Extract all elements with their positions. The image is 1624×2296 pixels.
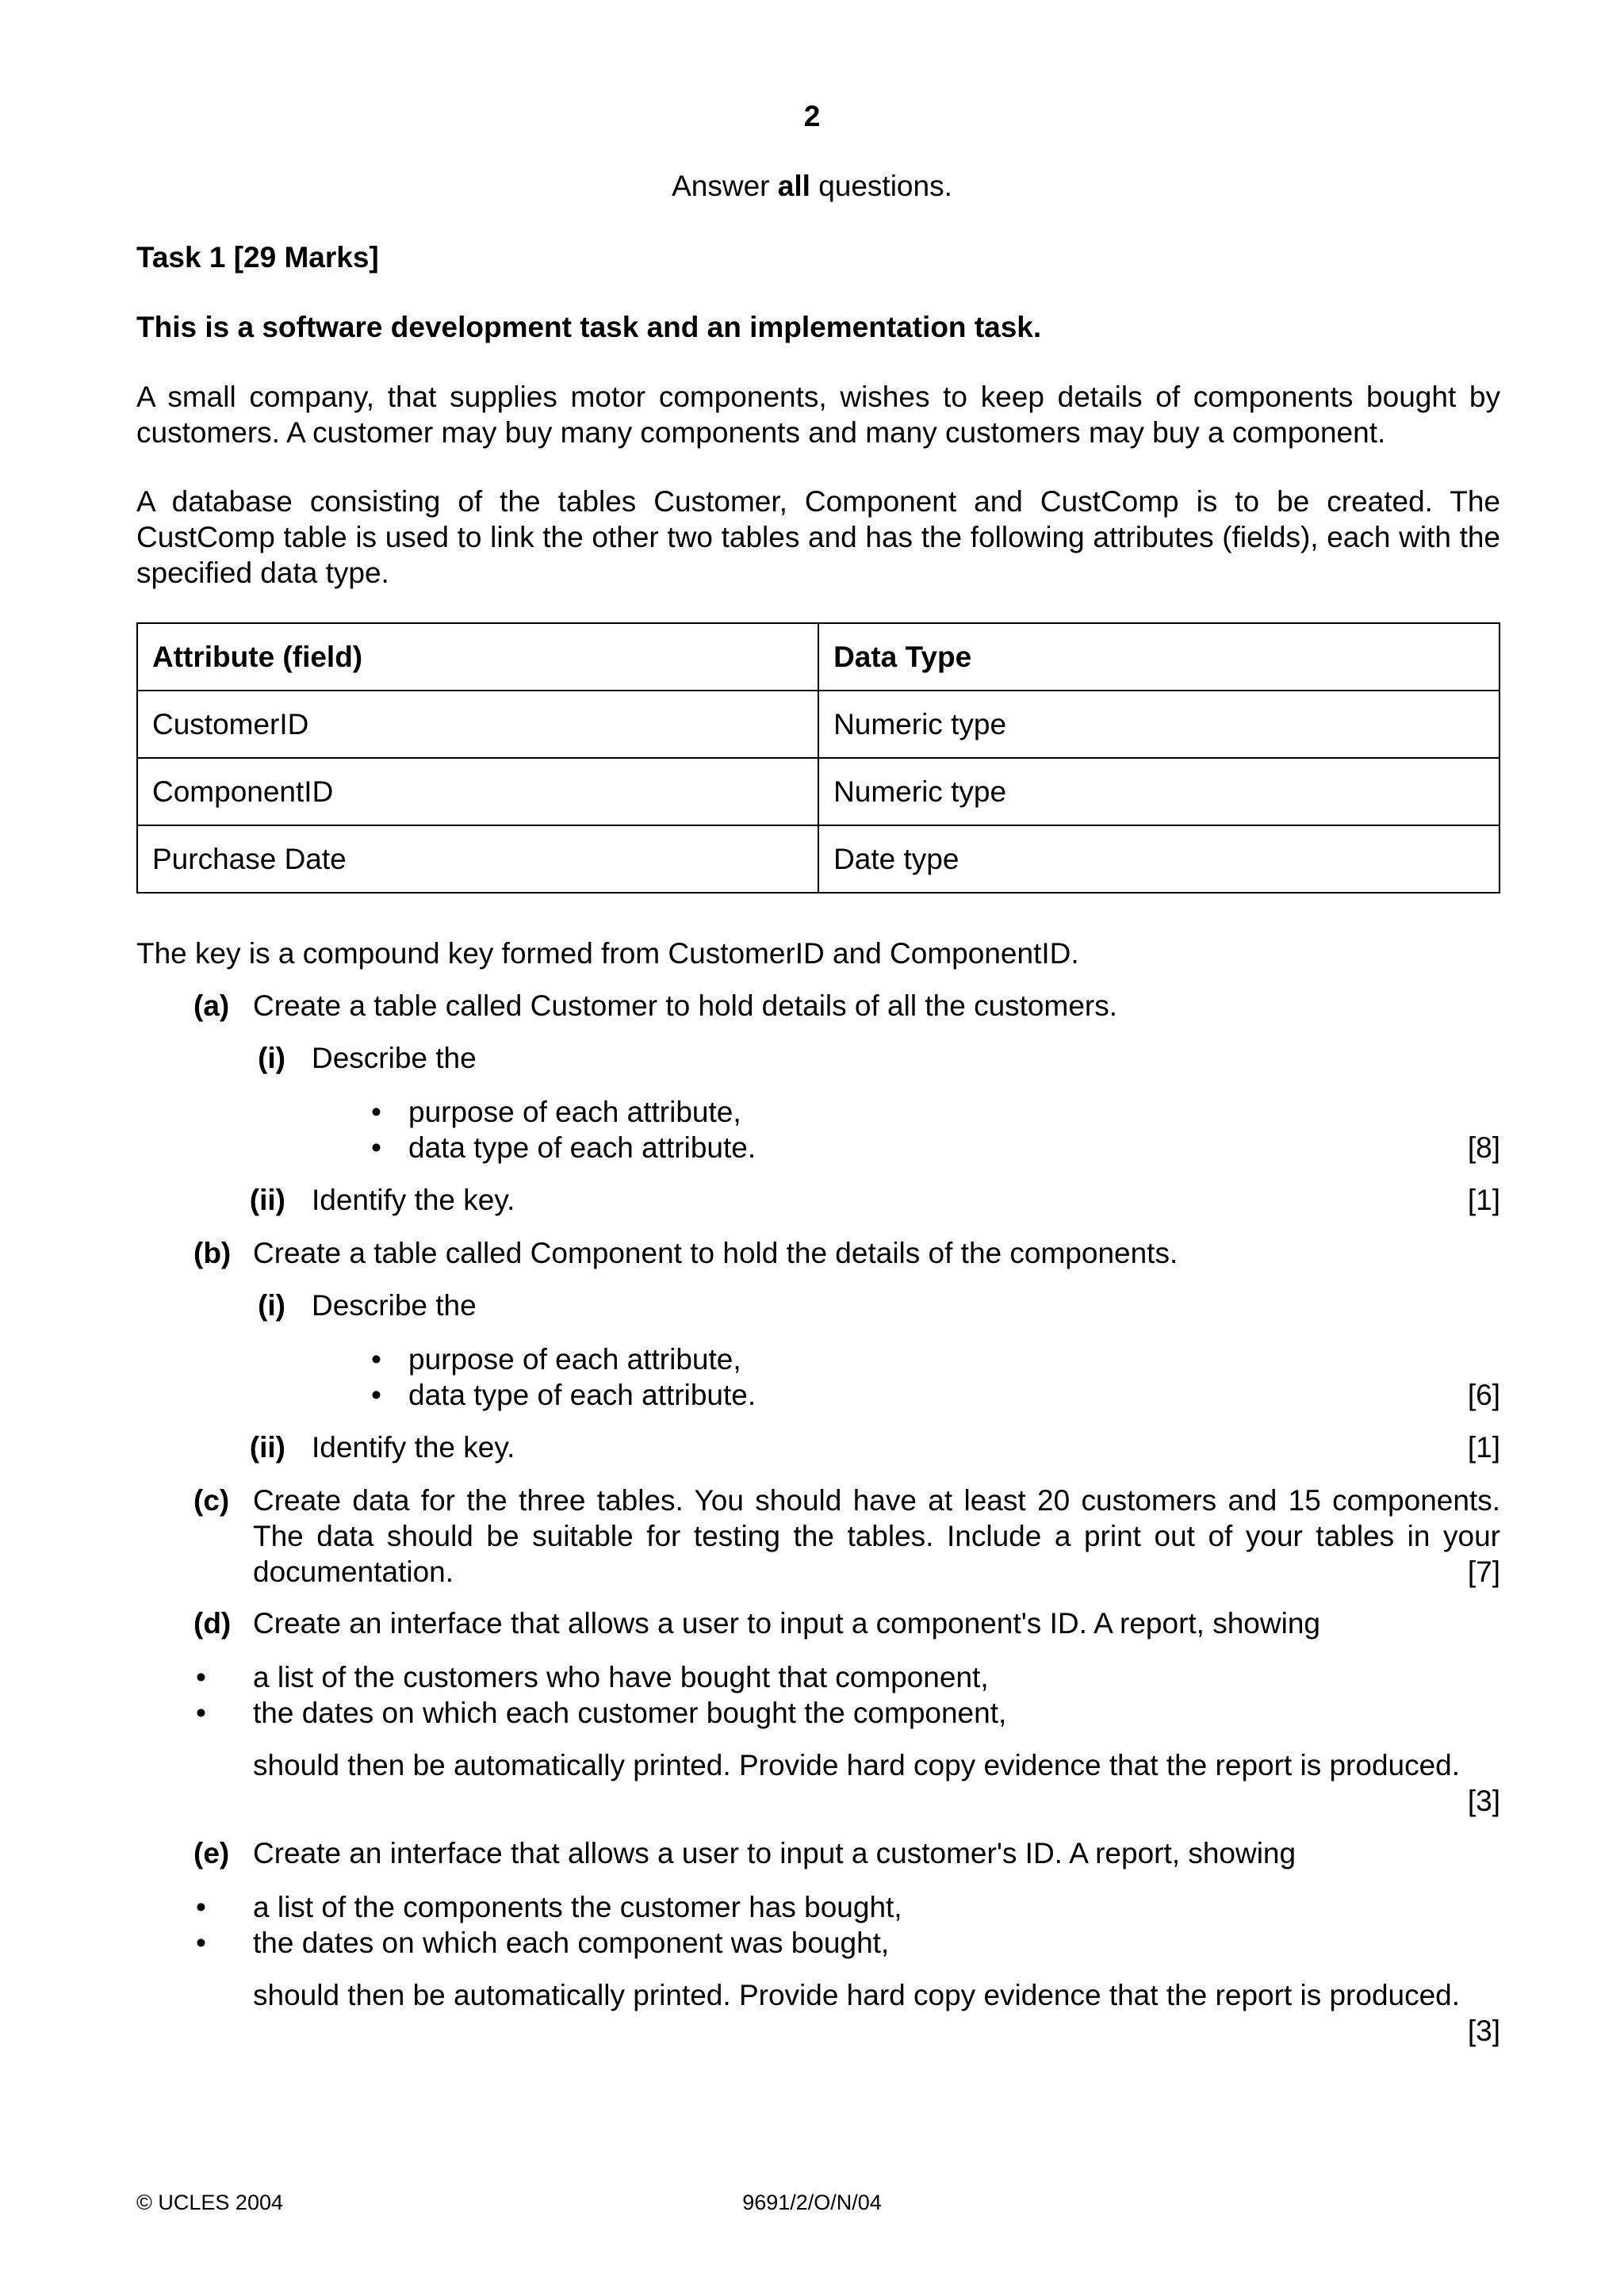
bullet-icon: • — [196, 1927, 206, 1959]
sub-question-label: (i) — [258, 1289, 285, 1322]
question-text: Create data for the three tables. You should have at least 20 customers and 15 components. The data should be suitable for testing the tables. Include a print out of your tables in your documentation. — [253, 1484, 1500, 1588]
bullet-text: the dates on which each component was bought, — [253, 1927, 890, 1959]
question-label: (a) — [193, 989, 230, 1022]
sub-question-text: Identify the key. — [312, 1431, 515, 1464]
table-cell: Date type — [818, 825, 1500, 893]
marks: [1] — [1467, 1431, 1500, 1464]
marks: [3] — [1467, 1785, 1500, 1817]
sub-question-text: Describe the — [312, 1042, 477, 1074]
attribute-table — [136, 622, 1500, 894]
table-row — [137, 758, 1500, 825]
marks: [7] — [1467, 1556, 1500, 1588]
marks: [6] — [1467, 1379, 1500, 1411]
bullet-text: data type of each attribute. — [408, 1379, 756, 1411]
bullet-text: a list of the customers who have bought that component, — [253, 1661, 989, 1693]
bullet-icon: • — [371, 1096, 381, 1128]
table-cell: ComponentID — [137, 758, 818, 825]
table-header-cell: Data Type — [818, 623, 1500, 691]
task-type: This is a software development task and an implementation task. — [136, 311, 1042, 343]
marks: [8] — [1467, 1131, 1500, 1164]
question-label: (d) — [193, 1607, 232, 1640]
table-header-cell: Attribute (field) — [137, 623, 818, 691]
question-label: (b) — [193, 1237, 232, 1269]
sub-question-text: Describe the — [312, 1289, 477, 1322]
task-heading: Task 1 [29 Marks] — [136, 241, 379, 274]
intro-paragraph: A small company, that supplies motor components, wishes to keep details of components bought by customers. A customer may buy many components and many customers may buy a component. — [136, 381, 1500, 449]
instruction-post: questions. — [810, 170, 952, 202]
bullet-text: the dates on which each customer bought the component, — [253, 1697, 1007, 1729]
table-cell: Numeric type — [818, 691, 1500, 758]
question-label: (e) — [193, 1837, 230, 1869]
marks: [1] — [1467, 1184, 1500, 1216]
instruction-pre: Answer — [672, 170, 778, 202]
table-cell: Numeric type — [818, 758, 1500, 825]
instruction — [0, 168, 1624, 204]
page-number: 2 — [803, 100, 821, 132]
footer-copyright: © UCLES 2004 — [136, 2191, 283, 2214]
table-row — [137, 691, 1500, 758]
bullet-text: purpose of each attribute, — [408, 1096, 741, 1128]
table-cell: Purchase Date — [137, 825, 818, 893]
bullet-text: purpose of each attribute, — [408, 1343, 741, 1376]
database-paragraph: A database consisting of the tables Customer, Component and CustComp is to be created. The CustComp table is used to link the other two tables and has the following attributes (fields), each with the specified data type. — [136, 485, 1500, 589]
followup-text: should then be automatically printed. Provide hard copy evidence that the report is produced. — [253, 1749, 1461, 1781]
sub-question-label: (ii) — [249, 1431, 285, 1464]
bullet-icon: • — [196, 1661, 206, 1693]
table-row — [137, 825, 1500, 893]
sub-question-label: (ii) — [249, 1184, 285, 1216]
question-text: Create an interface that allows a user to input a component's ID. A report, showing — [253, 1607, 1320, 1640]
question-text: Create a table called Customer to hold details of all the customers. — [253, 989, 1118, 1022]
question-text: Create an interface that allows a user to input a customer's ID. A report, showing — [253, 1837, 1297, 1869]
instruction-bold: all — [777, 170, 810, 202]
bullet-icon: • — [371, 1343, 381, 1376]
bullet-icon: • — [196, 1891, 206, 1923]
table-cell: CustomerID — [137, 691, 818, 758]
footer-code: 9691/2/O/N/04 — [742, 2191, 882, 2214]
bullet-icon: • — [371, 1131, 381, 1164]
question-text: Create a table called Component to hold the details of the components. — [253, 1237, 1178, 1269]
sub-question-text: Identify the key. — [312, 1184, 515, 1216]
marks: [3] — [1467, 2015, 1500, 2047]
table-header-row — [137, 623, 1500, 691]
followup-text: should then be automatically printed. Provide hard copy evidence that the report is produced. — [253, 1979, 1461, 2011]
question-label: (c) — [193, 1484, 230, 1517]
key-text: The key is a compound key formed from CustomerID and ComponentID. — [136, 937, 1079, 970]
sub-question-label: (i) — [258, 1042, 285, 1074]
bullet-text: a list of the components the customer has bought, — [253, 1891, 902, 1923]
bullet-icon: • — [371, 1379, 381, 1411]
bullet-icon: • — [196, 1697, 206, 1729]
bullet-text: data type of each attribute. — [408, 1131, 756, 1164]
